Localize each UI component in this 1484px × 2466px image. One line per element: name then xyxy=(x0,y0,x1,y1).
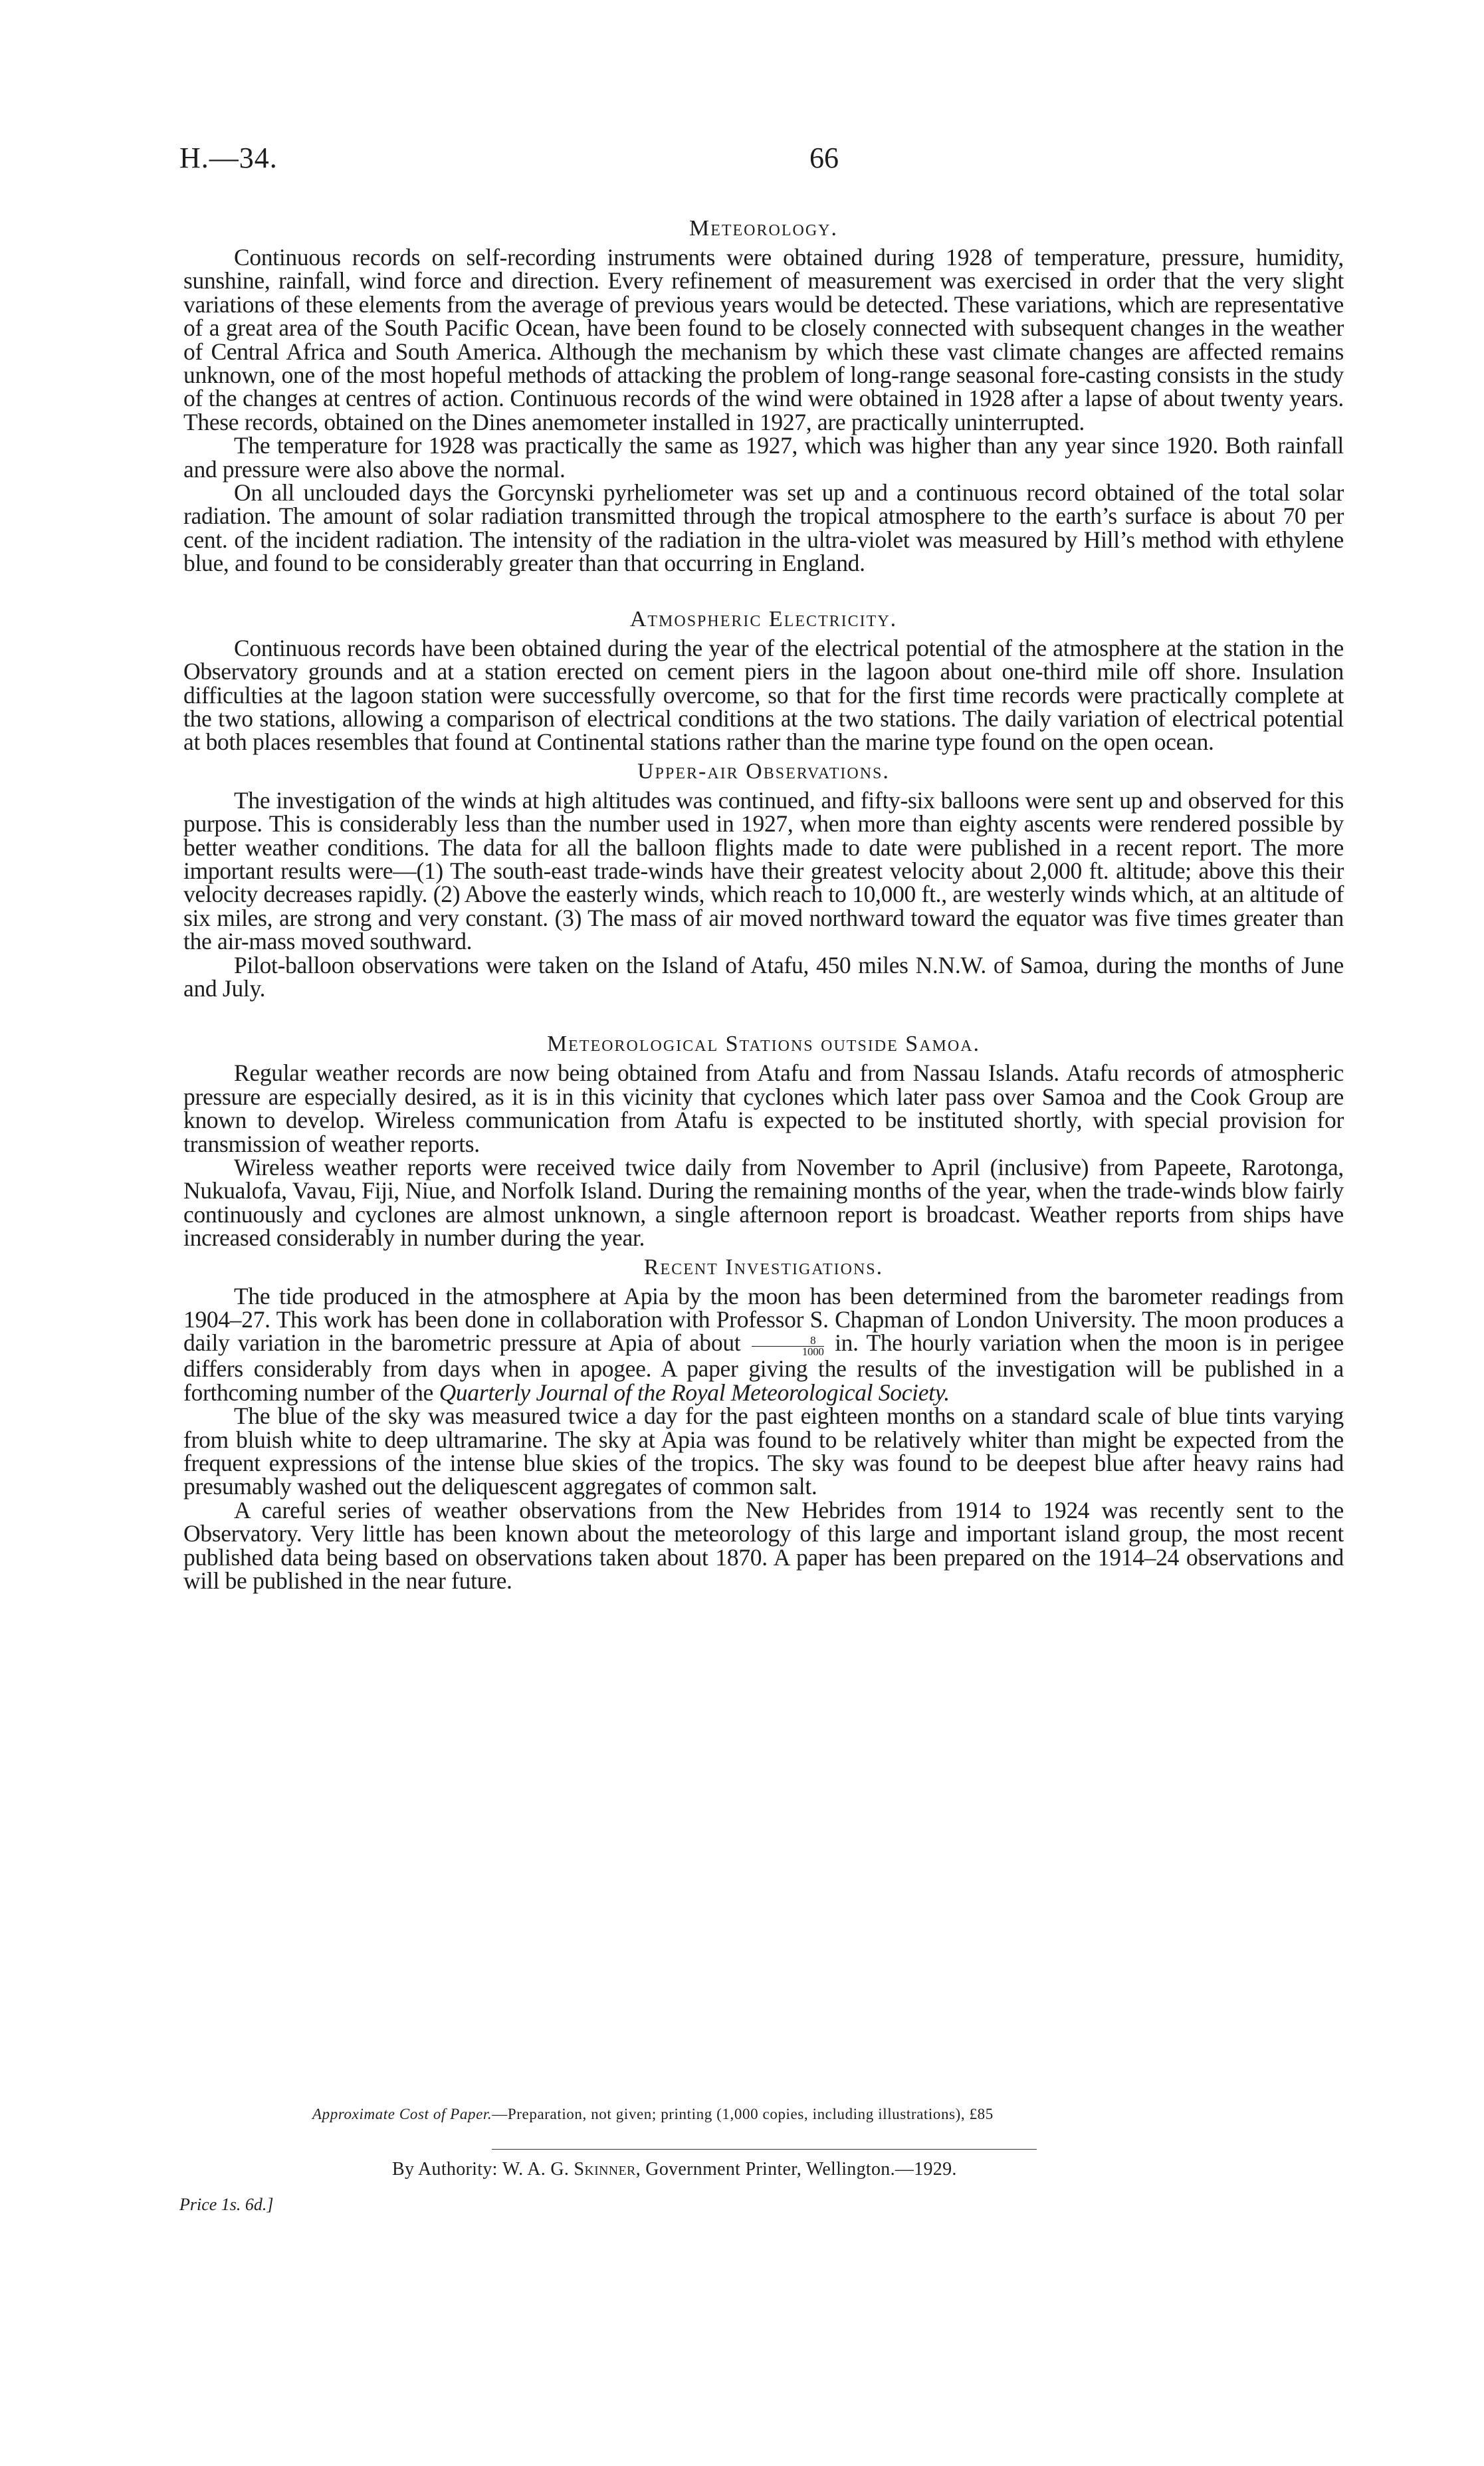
paragraph: Pilot-balloon observations were taken on the Island of Atafu, 450 miles N.N.W. of Samoa, during the months of June and July. xyxy=(183,951,1344,1002)
cost-text: —Preparation, not given; printing (1,000 copies, including illustrations), £85 xyxy=(492,2106,994,2122)
paragraph: Regular weather records are now being obtained from Atafu and from Nassau Islands. Atafu records of atmospheric pressure are especially desired, as it is in this vicinity that cyclones which later pass over Samoa and the Cook Group are known to develop. Wireless communication from Atafu is expected to be instituted shortly, with special provision for transmission of weather reports. xyxy=(183,1060,1344,1157)
paragraph: A careful series of weather observations from the New Hebrides from 1914 to 1924 was recently sent to the Observatory. Very little has been known about the meteorology of this large and important island group, the most recent published data being based on observations taken about 1870. A paper has been prepared on the 1914–24 observations and will be published in the near future. xyxy=(183,1496,1344,1595)
paragraph: Continuous records on self-recording instruments were obtained during 1928 of temperature, pressure, humidity, sunshine, rainfall, wind force and direction. Every refinement of measurement was exercised in order that the very slight variations of these elements from the average of previous years would be detected. These variations, which are representative of a great area of the South Pacific Ocean, have been found to be closely connected with subsequent changes in the weather of Central Africa and South America. Although the mechanism by which these vast climate changes are affected remains unknown, one of the most hopeful methods of attacking the problem of long-range seasonal fore-casting consists in the study of the changes at centres of action. Continuous records of the wind were obtained in 1928 after a lapse of about twenty years. These records, obtained on the Dines anemometer installed in 1927, are practically uninterrupted. xyxy=(183,244,1344,435)
section-meteorology xyxy=(183,211,1344,576)
page-header xyxy=(179,141,1349,181)
divider xyxy=(492,2149,1037,2150)
price-note: Price 1s. 6d.] xyxy=(179,2195,274,2214)
page-reference: H.—34. xyxy=(179,142,278,174)
section-title-atmospheric-electricity: Atmospheric Electricity. xyxy=(629,606,898,631)
authority-prefix: By Authority: xyxy=(392,2159,498,2180)
section-stations-outside-samoa xyxy=(183,1027,1344,1250)
paragraph xyxy=(183,1282,1344,1406)
journal-title: Quarterly Journal of the Royal Meteorological Society. xyxy=(439,1379,950,1406)
paragraph: The blue of the sky was measured twice a day for the past eighteen months on a standard scale of blue tints varying from bluish white to deep ultramarine. The sky at Apia was found to be relatively whiter than might be expected from the frequent expressions of the intense blue skies of the tropics. The sky was found to be deepest blue after heavy rains had presumably washed out the deliquescent aggregates of common salt. xyxy=(183,1402,1344,1500)
cost-label: Approximate Cost of Paper. xyxy=(312,2106,492,2122)
paragraph: The investigation of the winds at high altitudes was continued, and fifty-six balloons were sent up and observed for this purpose. This is considerably less than the number used in 1927, when more than eighty ascents were rendered possible by better weather conditions. The data for all the balloon flights made to date were published in a recent report. The more important results were—(1) The south-east trade-winds have their greatest velocity about 2,000 ft. altitude; above this their velocity decreases rapidly. (2) Above the easterly winds, which reach to 10,000 ft., are westerly winds which, at an altitude of six miles, are strong and very constant. (3) The mass of air moved northward toward the equator was five times greater than the air-mass moved southward. xyxy=(183,786,1344,955)
section-title-recent-investigations: Recent Investigations. xyxy=(643,1254,884,1280)
document-body xyxy=(183,211,1344,1593)
cost-note xyxy=(312,2106,994,2123)
paragraph: Wireless weather reports were received twice daily from November to April (inclusive) from Papeete, Rarotonga, Nukualofa, Vavau, Fiji, Niue, and Norfolk Island. During the remaining months of the year, when the trade-winds blow fairly continuously and cyclones are almost unknown, a single afternoon report is broadcast. Weather reports from ships have increased considerably in number during the year. xyxy=(183,1154,1344,1252)
authority-line xyxy=(392,2159,957,2180)
authority-suffix: , Government Printer, Wellington.—1929. xyxy=(635,2159,957,2180)
section-title-upper-air: Upper-air Observations. xyxy=(637,758,890,784)
page-number: 66 xyxy=(809,142,839,174)
fraction-denominator: 1000 xyxy=(801,1345,824,1359)
section-atmospheric-electricity xyxy=(183,602,1344,754)
paragraph-text: in. The hourly variation when the moon is in perigee differs considerably from days when in apogee. A paper giving the results of the investigation will be published in a forthcoming number of the xyxy=(183,1329,1344,1406)
paragraph: The temperature for 1928 was practically the same as 1927, which was higher than any year since 1920. Both rainfall and pressure were also above the normal. xyxy=(183,432,1344,483)
paragraph: On all unclouded days the Gorcynski pyrheliometer was set up and a continuous record obtained of the total solar radiation. The amount of solar radiation transmitted through the tropical atmosphere to the earth’s surface is about 70 per cent. of the incident radiation. The intensity of the radiation in the ultra-violet was measured by Hill’s method with ethylene blue, and found to be considerably greater than that occurring in England. xyxy=(183,479,1344,577)
section-title-meteorology: Meteorology. xyxy=(689,216,839,241)
paragraph-text: The tide produced in the atmosphere at Apia by the moon has been determined from the barometer readings from 1904–27. This work has been done in collaboration with Professor S. Chapman of London University. The moon produces a daily variation in the barometric pressure at Apia of about xyxy=(183,1282,1344,1357)
printer-name: W. A. G. Skinner xyxy=(502,2159,636,2180)
section-upper-air xyxy=(183,754,1344,1001)
fraction xyxy=(752,1335,824,1357)
paragraph: Continuous records have been obtained during the year of the electrical potential of the atmosphere at the station in the Observatory grounds and at a station erected on cement piers in the lagoon about one-third mile off shore. Insulation difficulties at the lagoon station were successfully overcome, so that for the first time records were practically complete at the two stations, allowing a comparison of electrical conditions at the two stations. The daily variation of electrical potential at both places resembles that found at Continental stations rather than the marine type found on the open ocean. xyxy=(183,634,1344,756)
section-recent-investigations xyxy=(183,1250,1344,1593)
fraction-numerator: 8 xyxy=(752,1335,824,1347)
section-title-stations-outside-samoa: Meteorological Stations outside Samoa. xyxy=(546,1032,981,1057)
